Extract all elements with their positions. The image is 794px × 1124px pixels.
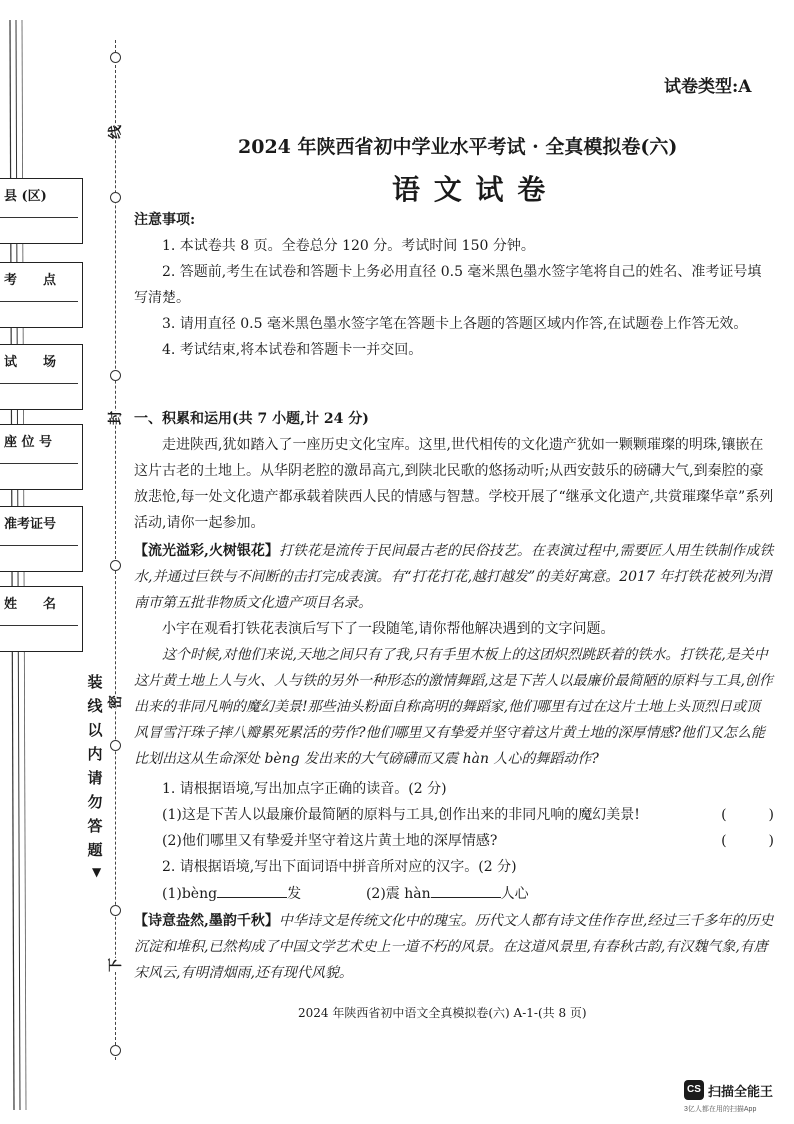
seal-circle [110, 192, 121, 203]
seal-circle [110, 52, 121, 63]
question-2-stem: 2. 请根据语境,写出下面词语中拼音所对应的汉字。(2 分) [162, 859, 517, 875]
section-intro: 走进陕西,犹如踏入了一座历史文化宝库。这里,世代相传的文化遗产犹如一颗颗璀璨的明珠,镶嵌在这片古老的土地上。从华阴老腔的激昂高亢,到陕北民歌的悠扬动听;从西安鼓乐的磅礴大气,到秦腔的豪放悲怆,每一处文化遗产都承载着陕西人民的情感与智慧。学校开展了“继承文化遗产,共赏璀璨华章”系列活动,请你一起参加。 [134, 437, 774, 531]
seal-char-below: 下 [105, 958, 125, 972]
scanner-app-name: 扫描全能王 [708, 1084, 774, 1099]
notes-heading: 注意事项: [134, 212, 196, 228]
seal-circle [110, 370, 121, 381]
subsection-poetry [134, 908, 774, 986]
subsection-fireworks [134, 538, 774, 616]
notes-item: 1. 本试卷共 8 页。全卷总分 120 分。考试时间 150 分钟。 [162, 238, 535, 254]
binding-margin [0, 0, 130, 1124]
answer-warning: 装线以内请勿答题 [87, 673, 103, 859]
exam-title: 2024 年陕西省初中学业水平考试 · 全真模拟卷(六) [238, 136, 678, 158]
seal-char-line: 线 [105, 125, 125, 139]
question-2-items: (1)bèng 发 (2)震 hàn 人心 [134, 880, 774, 908]
notes-block [134, 207, 774, 363]
field-box-exam-room [0, 344, 83, 410]
subsection-text: 中华诗文是传统文化中的瑰宝。历代文人都有诗文佳作存世,经过三千多年的历史沉淀和堆积,已然构成了中国文学艺术史上一道不朽的风景。在这道风景里,有春秋古韵,有汉魏气象,有唐宋风云,有明清烟雨,还有现代风貌。 [134, 913, 774, 981]
field-box-seat [0, 424, 83, 490]
subsection-tag: 【诗意盎然,墨韵千秋】 [134, 913, 279, 929]
question-1-item-b: (2)他们哪里又有挚爱并坚守着这片黄土地的深厚情感? ( ) [134, 828, 774, 854]
field-box-county [0, 178, 83, 244]
subject-title: 语 文 试 卷 [392, 173, 548, 206]
field-label-name: 姓 名 [4, 597, 57, 612]
scanner-watermark [684, 1078, 790, 1118]
paper-type: 试卷类型:A [664, 77, 752, 97]
answer-blank[interactable]: ( ) [721, 807, 774, 823]
field-box-exam-site [0, 262, 83, 328]
question-1-item-a: (1)这是下苦人以最廉价最简陋的原料与工具,创作出来的非同凡响的魔幻美景! ( ) [134, 802, 774, 828]
seal-circle [110, 1045, 121, 1056]
field-label-exam-site: 考 点 [4, 273, 57, 288]
field-label-county: 县 (区) [4, 189, 47, 204]
warning-arrow: ▼ [92, 865, 102, 879]
subsection-text: 打铁花是流传于民间最古老的民俗技艺。在表演过程中,需要匠人用生铁制作成铁水,并通过巨铁与不间断的击打完成表演。有“打花打花,越打越发”的美好寓意。2017 年打铁花被列为渭南市第五批非物质文化遗产项目名录。 [134, 543, 774, 611]
answer-blank[interactable]: ( ) [721, 833, 774, 849]
field-label-exam-room: 试 场 [4, 355, 57, 370]
field-box-ticket [0, 506, 83, 572]
scanner-tagline: 3亿人都在用的扫描App [684, 1106, 757, 1113]
task-prompt: 小宇在观看打铁花表演后写下了一段随笔,请你帮他解决遇到的文字问题。 [162, 621, 615, 637]
scanner-logo: CS [684, 1080, 704, 1100]
seal-char-seal: 封 [105, 411, 125, 425]
fill-blank[interactable] [217, 881, 287, 898]
seal-circle [110, 560, 121, 571]
notes-item: 2. 答题前,考生在试卷和答题卡上务必用直径 0.5 毫米黑色墨水签字笔将自己的姓名、准考证号填写清楚。 [134, 264, 762, 306]
notes-item: 4. 考试结束,将本试卷和答题卡一并交回。 [162, 342, 423, 358]
seal-circle [110, 905, 121, 916]
subsection-tag: 【流光溢彩,火树银花】 [134, 543, 279, 559]
seal-circle [110, 740, 121, 751]
section-1 [134, 406, 774, 986]
essay-passage: 这个时候,对他们来说,天地之间只有了我,只有手里木板上的这团炽烈跳跃着的铁水。打铁花,是关中这片黄土地上人与火、人与铁的另外一种形态的激情舞蹈,这是下苦人以最廉价最简陋的原料与工具,创作出来的非同凡响的魔幻美景!那些油头粉面自称高明的舞蹈家,他们哪里有过在这片土地上头顶烈日或顶风冒雪汗珠子摔八瓣累死累活的劳作?他们哪里又有挚爱并坚守着这片黄土地的深厚情感?他们又怎么能比划出这从生命深处 bèng 发出来的大气磅礴而又震 hàn 人心的舞蹈动作? [134, 647, 773, 767]
field-label-ticket: 准考证号 [4, 517, 57, 532]
field-box-name [0, 586, 83, 652]
page-footer: 2024 年陕西省初中语文全真模拟卷(六) A-1-(共 8 页) [298, 1006, 587, 1020]
field-label-seat: 座 位 号 [4, 435, 53, 450]
seal-char-secret: 密 [105, 695, 125, 709]
question-1-stem: 1. 请根据语境,写出加点字正确的读音。(2 分) [162, 781, 447, 797]
fill-blank[interactable] [431, 881, 501, 898]
section-heading: 一、积累和运用(共 7 小题,计 24 分) [134, 411, 369, 427]
notes-item: 3. 请用直径 0.5 毫米黑色墨水签字笔在答题卡上各题的答题区域内作答,在试题卷上作答无效。 [162, 316, 748, 332]
